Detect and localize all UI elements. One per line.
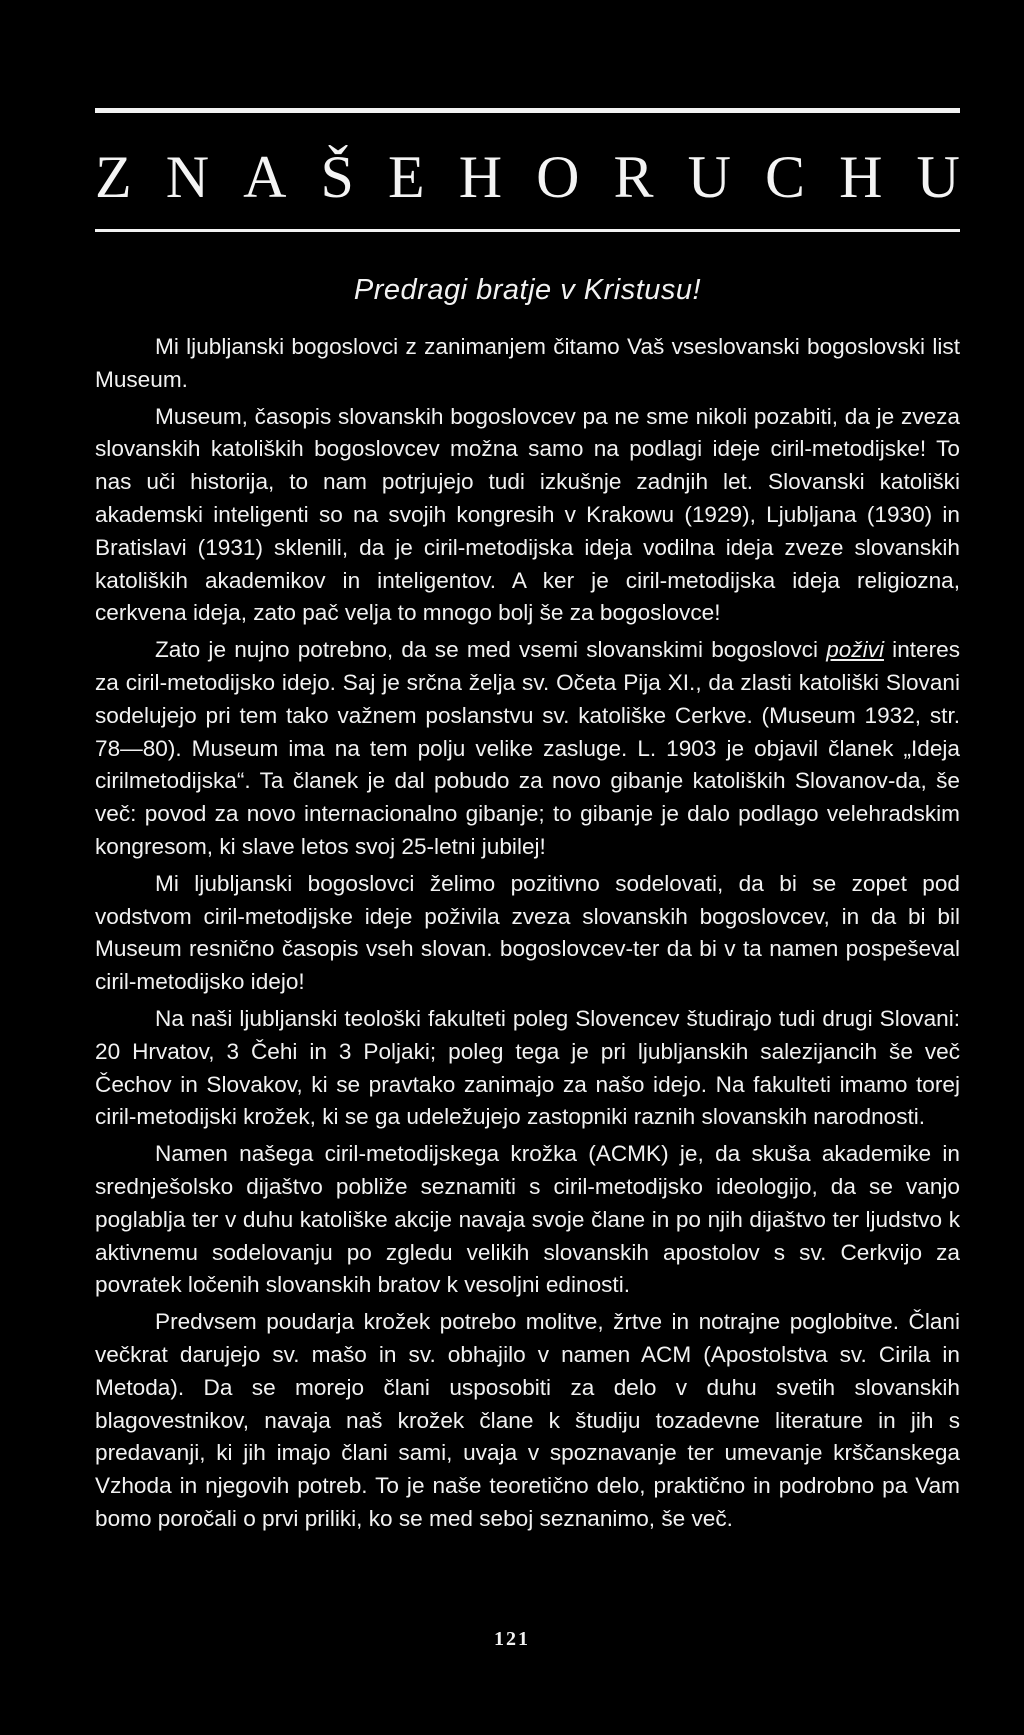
paragraph: Museum, časopis slovanskih bogoslovcev pa ne sme nikoli pozabiti, da je zveza slovanskih katoliških bogoslovcev možna samo na podlagi ideje ciril-metodijske! To nas uči historija, to nam potrjujejo tudi izkušnje zadnjih let. Slovanski katoliški akademski inteligenti so na svojih kongresih v Krakowu (1929), Ljubljana (1930) in Bratislavi (1931) sklenili, da je ciril-metodijska ideja vodilna ideja zveze slovanskih katoliških akademikov in inteligentov. A ker je ciril-metodijska ideja religiozna, cerkvena ideja, zato pač velja to mnogo bolj še za bogoslovce! [95, 403, 960, 626]
salutation: Predragi bratje v Kristusu! [353, 274, 702, 306]
heading-letter: R [613, 144, 654, 210]
paragraph: Predvsem poudarja krožek potrebo molitve, žrtve in notrajne poglobitve. Člani večkrat darujejo sv. mašo in sv. obhajilo v namen ACM (Apostolstva sv. Cirila in Metoda). Da se morejo člani usposobiti za delo v duhu svetih slovanskih blagovestnikov, navaja naš krožek člane k študiju tozadevne literature in jih s predavanji, ki jih imajo člani sami, uvaja v spoznavanje ter umevanje krščanskega Vzhoda in njegovih potreb. To je naše teoretično delo, praktično in podrobno pa Vam bomo poročali o prvi priliki, ko se med seboj seznanimo, še več. [95, 1309, 960, 1531]
heading-letter: A [243, 144, 287, 210]
heading-letter: H [839, 144, 883, 210]
heading-letter: N [165, 144, 210, 210]
bottom-rule [95, 229, 960, 232]
section-heading [95, 144, 960, 210]
heading-letter: O [536, 144, 580, 210]
article-body [95, 331, 960, 1536]
paragraph: Mi ljubljanski bogoslovci z zanimanjem čitamo Vaš vseslovanski bogoslovski list Museum. [95, 334, 960, 392]
heading-letter: Š [320, 144, 354, 210]
paragraph: Namen našega ciril-metodijskega krožka (ACMK) je, da skuša akademike in srednješolsko dijaštvo pobliže seznamiti s ciril-metodijsko ideologijo, da se vanjo poglablja ter v duhu katoliške akcije navaja svoje člane in po njih dijaštvo ter ljudstvo k aktivnemu sodelovanju po zgledu velikih slovanskih apostolov s sv. Cerkvijo za povratek ločenih slovanskih bratov k vesoljni edinosti. [95, 1141, 960, 1298]
heading-letter: U [916, 144, 960, 210]
heading-letter: E [387, 144, 425, 210]
heading-letter: H [458, 144, 503, 210]
heading-letter: C [765, 144, 806, 210]
emphasized-word: poživi [826, 637, 884, 663]
top-rule [95, 108, 960, 113]
heading-letter: U [687, 144, 731, 210]
article-page [95, 108, 960, 1536]
paragraph: Na naši ljubljanski teološki fakulteti poleg Slovencev študirajo tudi drugi Slovani: 20 Hrvatov, 3 Čehi in 3 Poljaki; poleg tega je pri ljubljanskih salezijancih še več Čechov in Slovakov, ki se pravtako zanimajo za našo idejo. Na fakulteti imamo torej ciril-metodijski krožek, ki se ga udeležujejo zastopniki raznih slovanskih narodnosti. [95, 1005, 960, 1130]
paragraph: Mi ljubljanski bogoslovci želimo pozitivno sodelovati, da bi se zopet pod vodstvom ciril-metodijske ideje poživila zveza slovanskih bogoslovcev, in da bi bil Museum resnično časopis vseh slovan. bogoslovcev-ter da bi v ta namen pospeševal ciril-metodijsko idejo! [95, 870, 960, 995]
page-number: 121 [494, 1628, 530, 1650]
paragraph-text: Zato je nujno potrebno, da se med vsemi slovanskimi bogoslovci [155, 637, 827, 663]
paragraph-text: interes za ciril-metodijsko idejo. Saj je srčna želja sv. Očeta Pija XI., da zlasti katoliški Slovani sodelujejo pri tem tako važnem poslanstvu sv. katoliške Cerkve. (Museum 1932, str. 78—80). Museum ima na tem polju velike zasluge. L. 1903 je objavil članek „Ideja cirilmetodijska“. Ta članek je dal pobudo za novo gibanje katoliških Slovanov-da, še več: povod za novo internacionalno gibanje; to gibanje je dalo podlago velehradskim kongresom, ki slave letos svoj 25-letni jubilej! [95, 637, 961, 859]
paragraph [95, 634, 960, 864]
heading-letter: Z [95, 144, 132, 210]
